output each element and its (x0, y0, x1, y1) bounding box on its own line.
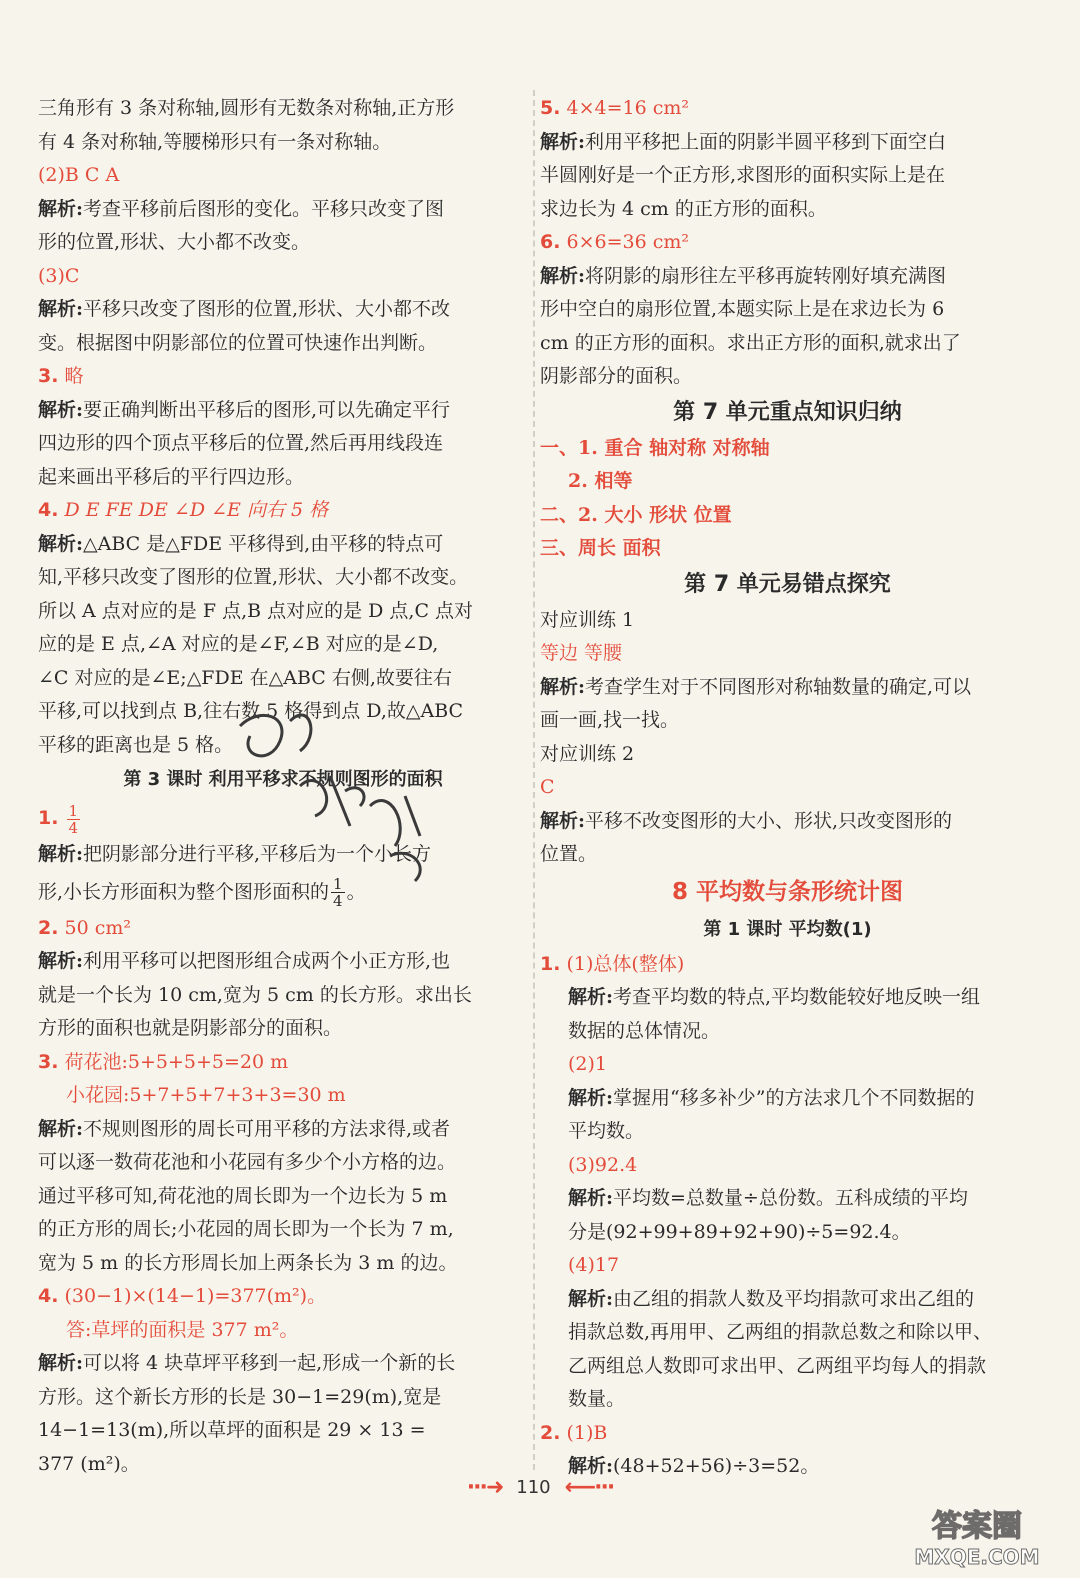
chapter-title: 8 平均数与条形统计图 (671, 878, 903, 905)
explanation-text: 考查学生对于不同图形对称轴数量的确定,可以 (585, 675, 972, 698)
text-line: 通过平移可知,荷花池的周长即为一个边长为 5 m (38, 1184, 448, 1207)
text-line: 数量。 (568, 1388, 626, 1410)
text-line: 半圆刚好是一个正方形,求图形的面积实际上是在 (540, 164, 946, 186)
answer-line: 二、2. 大小 形状 位置 (540, 503, 732, 526)
text-line: 形的位置,形状、大小都不改变。 (38, 231, 311, 253)
explanation-label: 解析: (38, 843, 84, 865)
answer-line: (3)92.4 (568, 1153, 638, 1176)
answer-line: 小花园:5+7+5+7+3+3=30 m (66, 1084, 346, 1106)
text-line: 方形的面积也就是阴影部分的面积。 (38, 1017, 343, 1039)
svg-text:MXQE.COM: MXQE.COM (914, 1545, 1040, 1569)
answer-line: 等边 等腰 (540, 642, 623, 664)
text-line: 就是一个长为 10 cm,宽为 5 cm 的长方形。求出长 (38, 983, 472, 1006)
explanation-text: 考查平均数的特点,平均数能较好地反映一组 (613, 986, 981, 1008)
text-line: 三角形有 3 条对称轴,圆形有无数条对称轴,正方形 (38, 97, 455, 119)
explanation-text: 考查平移前后图形的变化。平移只改变了图 (83, 197, 445, 220)
fraction-answer (67, 803, 81, 836)
answer-line: 三、周长 面积 (540, 537, 661, 559)
explanation-label: 解析: (568, 986, 614, 1008)
explanation (540, 1283, 1035, 1317)
question-number: 1. (38, 807, 59, 829)
question-2 (540, 1417, 1035, 1451)
handwriting-scribble (220, 696, 480, 896)
explanation (38, 293, 528, 327)
explanation (540, 805, 1035, 839)
explanation-label: 解析: (568, 1187, 614, 1209)
explanation-text: 由乙组的捐款人数及平均捐款可求出乙组的 (613, 1287, 975, 1310)
text-line: 位置。 (540, 843, 598, 865)
answer-line: (2)1 (568, 1053, 608, 1075)
question-number: 5. (540, 97, 561, 119)
training-label: 对应训练 2 (540, 742, 635, 765)
explanation-label: 解析: (38, 1117, 84, 1140)
text-line: 的正方形的周长;小花园的周长即为一个长为 7 m, (38, 1218, 454, 1240)
text-line: 14−1=13(m),所以草坪的面积是 29 × 13 = (38, 1419, 426, 1441)
answer-line: (4)17 (568, 1254, 620, 1276)
explanation-text: 形,小长方形面积为整个图形面积的 (38, 880, 330, 903)
explanation (540, 981, 1035, 1015)
explanation (38, 528, 528, 562)
question-number: 2. (540, 1421, 561, 1444)
answer-line: (2)B C A (38, 164, 120, 186)
text-line: 所以 A 点对应的是 F 点,B 点对应的是 D 点,C 点对 (38, 599, 474, 622)
question-5 (540, 92, 1035, 126)
arrow-right-icon: ···➜ (466, 1474, 503, 1500)
explanation-label: 解析: (540, 264, 586, 287)
answer-line: (3)C (38, 264, 80, 287)
text-line: 形中空白的扇形位置,本题实际上是在求边长为 6 (540, 298, 945, 320)
arrow-left-icon: ⟵··· (564, 1474, 614, 1500)
text-line: 应的是 E 点,∠A 对应的是∠F,∠B 对应的是∠D, (38, 633, 439, 655)
text-line: 分是(92+99+89+92+90)÷5=92.4。 (568, 1220, 911, 1243)
text-line: ∠C 对应的是∠E;△FDE 在△ABC 右侧,故要往右 (38, 666, 452, 689)
question-number: 4. (38, 499, 59, 521)
answer-line: 答:草坪的面积是 377 m²。 (66, 1318, 299, 1341)
explanation-text: 可以将 4 块草坪平移到一起,形成一个新的长 (83, 1352, 456, 1374)
explanation-text: 不规则图形的周长可用平移的方法求得,或者 (83, 1117, 451, 1140)
page-footer (0, 1472, 1080, 1502)
explanation-label: 解析: (568, 1455, 614, 1477)
text-line: 可以逐一数荷花池和小花园有多少个小方格的边。 (38, 1151, 457, 1173)
answer-text: 略 (64, 365, 84, 387)
question-number: 3. (38, 365, 59, 387)
explanation-text: 掌握用“移多补少”的方法求几个不同数据的 (613, 1086, 975, 1109)
text-line: 数据的总体情况。 (568, 1019, 721, 1042)
right-column (540, 92, 1035, 1484)
question-3 (38, 360, 528, 394)
question-4 (38, 1280, 528, 1314)
text-line: cm 的正方形的面积。求出正方形的面积,就求出了 (540, 331, 961, 354)
explanation-text: 要正确判断出平移后的图形,可以先确定平行 (83, 398, 451, 421)
question-6 (540, 226, 1035, 260)
explanation-text: 将阴影的扇形往左平移再旋转刚好填充满图 (585, 264, 947, 287)
explanation-text: 把阴影部分进行平移,平移后为一个小长方 (83, 843, 432, 865)
fraction-denominator: 4 (68, 818, 79, 837)
question-4 (38, 494, 528, 528)
explanation-text: 利用平移把上面的阴影半圆平移到下面空白 (585, 130, 947, 153)
explanation-label: 解析: (38, 298, 84, 320)
answer-text: (30−1)×(14−1)=377(m²)。 (64, 1285, 327, 1307)
question-number: 3. (38, 1050, 59, 1073)
text-line: 平均数。 (568, 1120, 645, 1142)
explanation (540, 671, 1035, 705)
fraction-numerator: 1 (68, 801, 79, 820)
question-number: 6. (540, 231, 561, 253)
explanation (38, 394, 528, 428)
answer-text: 6×6=36 cm² (566, 231, 690, 253)
text-line: 平移的距离也是 5 格。 (38, 733, 234, 756)
question-number: 4. (38, 1285, 59, 1307)
answer-text: (1)B (566, 1421, 608, 1444)
explanation-label: 解析: (38, 197, 84, 220)
question-2 (38, 912, 528, 946)
explanation (540, 126, 1035, 160)
text-line: 捐款总数,再用甲、乙两组的捐款总数之和除以甲、 (568, 1321, 993, 1343)
explanation-text: △ABC 是△FDE 平移得到,由平移的特点可 (83, 532, 444, 555)
answer-line: 2. 相等 (568, 470, 633, 492)
text-line: 有 4 条对称轴,等腰梯形只有一条对称轴。 (38, 130, 392, 153)
answer-text: 荷花池:5+5+5+5=20 m (64, 1050, 289, 1073)
explanation (38, 945, 528, 979)
text-line: 起来画出平移后的平行四边形。 (38, 465, 305, 488)
question-3 (38, 1046, 528, 1080)
explanation-label: 解析: (38, 1352, 84, 1374)
explanation-label: 解析: (540, 809, 586, 832)
text-line: 四边形的四个顶点平移后的位置,然后再用线段连 (38, 432, 444, 454)
section-title: 第 7 单元重点知识归纳 (673, 399, 902, 425)
text-line: 乙两组总人数即可求出甲、乙两组平均每人的捐款 (568, 1354, 987, 1377)
watermark-logo (892, 1500, 1062, 1572)
explanation-text: 利用平移可以把图形组合成两个小正方形,也 (83, 950, 451, 972)
explanation-text: 平移只改变了图形的位置,形状、大小都不改 (83, 298, 451, 320)
text-line: 知,平移只改变了图形的位置,形状、大小都不改变。 (38, 566, 469, 588)
explanation-label: 解析: (540, 130, 586, 153)
answer-text: (1)总体(整体) (566, 952, 685, 975)
fraction-denominator: 4 (333, 892, 343, 910)
explanation-label: 解析: (568, 1287, 614, 1310)
answer-line: C (540, 776, 555, 798)
question-number: 1. (540, 952, 561, 975)
column-divider (533, 90, 535, 1470)
text-line: 平移,可以找到点 B,往右数 5 格得到点 D,故△ABC (38, 700, 464, 722)
explanation-label: 解析: (540, 675, 586, 698)
training-label: 对应训练 1 (540, 608, 635, 631)
text-line: 方形。这个新长方形的长是 30−1=29(m),宽是 (38, 1385, 442, 1408)
explanation-label: 解析: (38, 532, 84, 555)
text-line: 变。根据图中阴影部位的位置可快速作出判断。 (38, 331, 438, 354)
answer-text: 50 cm² (64, 916, 131, 939)
text-line: 377 (m²)。 (38, 1452, 140, 1475)
answer-line: 一、1. 重合 轴对称 对称轴 (540, 436, 770, 459)
lesson-title: 第 1 课时 平均数(1) (703, 918, 872, 940)
fraction-numerator: 1 (333, 875, 343, 893)
explanation (38, 193, 528, 227)
explanation (540, 1082, 1035, 1116)
svg-text:答案圈: 答案圈 (932, 1509, 1022, 1544)
explanation (540, 260, 1035, 294)
section-title: 第 7 单元易错点探究 (684, 571, 891, 597)
question-1 (540, 948, 1035, 982)
explanation-text: 平移不改变图形的大小、形状,只改变图形的 (585, 809, 953, 832)
explanation (540, 1182, 1035, 1216)
text-line: 阴影部分的面积。 (540, 365, 693, 387)
explanation-label: 解析: (38, 398, 84, 421)
explanation-text: 平均数=总数量÷总份数。五科成绩的平均 (613, 1187, 968, 1209)
explanation-label: 解析: (38, 950, 84, 972)
text-line: 宽为 5 m 的长方形周长加上两条长为 3 m 的边。 (38, 1251, 458, 1274)
lesson-title: 第 3 课时 利用平移求不规则图形的面积 (123, 769, 443, 790)
explanation (38, 1113, 528, 1147)
answer-text: D E FE DE ∠D ∠E 向右 5 格 (64, 499, 329, 521)
text-line: 求边长为 4 cm 的正方形的面积。 (540, 197, 827, 220)
text-line: 画一画,找一找。 (540, 709, 680, 731)
explanation-text: (48+52+56)÷3=52。 (613, 1455, 820, 1477)
explanation-label: 解析: (568, 1086, 614, 1109)
punctuation: 。 (346, 880, 366, 903)
question-number: 2. (38, 916, 59, 939)
page-number: 110 (516, 1476, 551, 1498)
answer-text: 4×4=16 cm² (566, 97, 690, 119)
explanation (38, 1347, 528, 1381)
